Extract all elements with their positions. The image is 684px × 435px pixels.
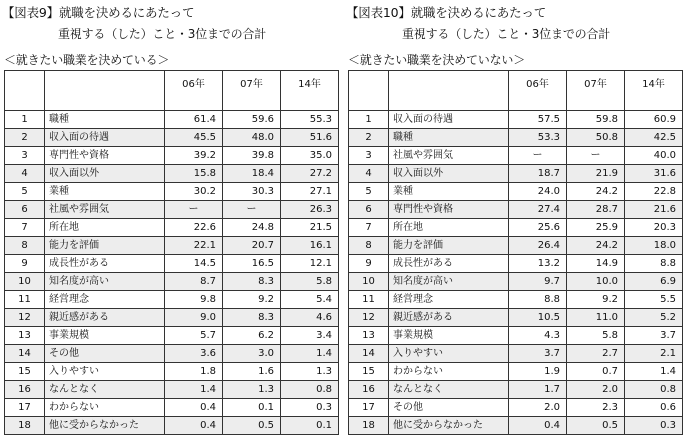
- table-row: [5, 237, 339, 255]
- item-cell: その他: [389, 399, 509, 417]
- rank-cell: 2: [5, 129, 45, 147]
- header-cell-blank: [45, 71, 165, 111]
- value-cell: 8.8: [509, 291, 567, 309]
- header-cell-blank: [349, 71, 389, 111]
- value-cell: 21.9: [567, 165, 625, 183]
- value-cell: 0.1: [281, 417, 339, 435]
- value-cell: 18.7: [509, 165, 567, 183]
- item-cell: 業種: [389, 183, 509, 201]
- value-cell: 24.0: [509, 183, 567, 201]
- item-cell: 事業規模: [45, 327, 165, 345]
- rank-cell: 2: [349, 129, 389, 147]
- table-row: [349, 291, 683, 309]
- value-cell: 3.4: [281, 327, 339, 345]
- rank-cell: 9: [5, 255, 45, 273]
- item-cell: なんとなく: [389, 381, 509, 399]
- rank-cell: 10: [5, 273, 45, 291]
- value-cell: 24.8: [223, 219, 281, 237]
- rank-cell: 10: [349, 273, 389, 291]
- header-cell-blank: [5, 71, 45, 111]
- value-cell: 22.1: [165, 237, 223, 255]
- value-cell: 31.6: [625, 165, 683, 183]
- table-row: [5, 255, 339, 273]
- value-cell: 9.2: [567, 291, 625, 309]
- value-cell: 48.0: [223, 129, 281, 147]
- value-cell: 9.8: [165, 291, 223, 309]
- value-cell: 2.3: [567, 399, 625, 417]
- value-cell: ー: [509, 147, 567, 165]
- value-cell: 40.0: [625, 147, 683, 165]
- item-cell: なんとなく: [45, 381, 165, 399]
- rank-cell: 18: [349, 417, 389, 435]
- rank-cell: 9: [349, 255, 389, 273]
- table-title-line2: 重視する（した）こと・3位までの合計: [58, 27, 267, 41]
- header-cell-blank: [389, 71, 509, 111]
- table-row: [5, 381, 339, 399]
- value-cell: 61.4: [165, 111, 223, 129]
- value-cell: ー: [567, 147, 625, 165]
- value-cell: 16.1: [281, 237, 339, 255]
- item-cell: 能力を評価: [389, 237, 509, 255]
- value-cell: 27.2: [281, 165, 339, 183]
- value-cell: 3.7: [625, 327, 683, 345]
- table-row: [349, 309, 683, 327]
- value-cell: 21.5: [281, 219, 339, 237]
- value-cell: 3.7: [509, 345, 567, 363]
- value-cell: 1.6: [223, 363, 281, 381]
- ranking-table-left: [4, 70, 339, 435]
- value-cell: 2.1: [625, 345, 683, 363]
- rank-cell: 6: [349, 201, 389, 219]
- value-cell: 5.4: [281, 291, 339, 309]
- value-cell: 0.1: [223, 399, 281, 417]
- table-row: [5, 399, 339, 417]
- value-cell: 8.7: [165, 273, 223, 291]
- value-cell: 27.1: [281, 183, 339, 201]
- item-cell: 能力を評価: [45, 237, 165, 255]
- rank-cell: 13: [5, 327, 45, 345]
- ranking-table-right: [348, 70, 683, 435]
- value-cell: 1.8: [165, 363, 223, 381]
- rank-cell: 5: [5, 183, 45, 201]
- table-row: [5, 363, 339, 381]
- item-cell: わからない: [389, 363, 509, 381]
- value-cell: 22.8: [625, 183, 683, 201]
- value-cell: 1.4: [281, 345, 339, 363]
- table-row: [5, 327, 339, 345]
- value-cell: 24.2: [567, 237, 625, 255]
- value-cell: 14.9: [567, 255, 625, 273]
- rank-cell: 1: [349, 111, 389, 129]
- value-cell: 8.3: [223, 273, 281, 291]
- value-cell: 20.7: [223, 237, 281, 255]
- table-row: [5, 111, 339, 129]
- header-cell-year: 07年: [223, 71, 281, 111]
- value-cell: 35.0: [281, 147, 339, 165]
- item-cell: 知名度が高い: [45, 273, 165, 291]
- table-row: [349, 327, 683, 345]
- value-cell: 30.3: [223, 183, 281, 201]
- rank-cell: 17: [349, 399, 389, 417]
- table-row: [349, 345, 683, 363]
- value-cell: 59.6: [223, 111, 281, 129]
- rank-cell: 11: [5, 291, 45, 309]
- value-cell: 13.2: [509, 255, 567, 273]
- value-cell: 6.2: [223, 327, 281, 345]
- value-cell: 16.5: [223, 255, 281, 273]
- value-cell: 2.7: [567, 345, 625, 363]
- item-cell: 職種: [389, 129, 509, 147]
- table-row: [349, 219, 683, 237]
- table-row: [349, 273, 683, 291]
- item-cell: わからない: [45, 399, 165, 417]
- table-body: [349, 111, 683, 435]
- table-row: [5, 183, 339, 201]
- value-cell: 2.0: [509, 399, 567, 417]
- rank-cell: 7: [349, 219, 389, 237]
- table-row: [349, 147, 683, 165]
- table-row: [349, 201, 683, 219]
- rank-cell: 4: [349, 165, 389, 183]
- item-cell: 成長性がある: [389, 255, 509, 273]
- table-body: [5, 111, 339, 435]
- value-cell: 50.8: [567, 129, 625, 147]
- value-cell: 12.1: [281, 255, 339, 273]
- table-row: [349, 399, 683, 417]
- rank-cell: 3: [5, 147, 45, 165]
- item-cell: 経営理念: [45, 291, 165, 309]
- value-cell: 14.5: [165, 255, 223, 273]
- header-row: [349, 71, 683, 111]
- value-cell: 24.2: [567, 183, 625, 201]
- value-cell: 0.4: [509, 417, 567, 435]
- value-cell: 1.9: [509, 363, 567, 381]
- item-cell: 収入面以外: [389, 165, 509, 183]
- item-cell: 専門性や資格: [389, 201, 509, 219]
- value-cell: 4.6: [281, 309, 339, 327]
- value-cell: 26.3: [281, 201, 339, 219]
- value-cell: 4.3: [509, 327, 567, 345]
- value-cell: 0.4: [165, 417, 223, 435]
- header-row: [5, 71, 339, 111]
- value-cell: 26.4: [509, 237, 567, 255]
- value-cell: 9.0: [165, 309, 223, 327]
- value-cell: 1.3: [223, 381, 281, 399]
- rank-cell: 3: [349, 147, 389, 165]
- table-row: [5, 147, 339, 165]
- value-cell: 5.8: [281, 273, 339, 291]
- value-cell: 5.2: [625, 309, 683, 327]
- value-cell: 8.8: [625, 255, 683, 273]
- table-row: [349, 237, 683, 255]
- item-cell: 収入面以外: [45, 165, 165, 183]
- table-row: [349, 417, 683, 435]
- table-row: [5, 417, 339, 435]
- value-cell: 59.8: [567, 111, 625, 129]
- rank-cell: 6: [5, 201, 45, 219]
- item-cell: 業種: [45, 183, 165, 201]
- item-cell: 経営理念: [389, 291, 509, 309]
- value-cell: 1.4: [165, 381, 223, 399]
- item-cell: 収入面の待遇: [45, 129, 165, 147]
- value-cell: 57.5: [509, 111, 567, 129]
- rank-cell: 14: [5, 345, 45, 363]
- table-row: [5, 309, 339, 327]
- value-cell: 18.4: [223, 165, 281, 183]
- table-row: [5, 129, 339, 147]
- rank-cell: 17: [5, 399, 45, 417]
- rank-cell: 12: [5, 309, 45, 327]
- rank-cell: 12: [349, 309, 389, 327]
- item-cell: 知名度が高い: [389, 273, 509, 291]
- rank-cell: 16: [349, 381, 389, 399]
- value-cell: 1.3: [281, 363, 339, 381]
- value-cell: 28.7: [567, 201, 625, 219]
- item-cell: 入りやすい: [389, 345, 509, 363]
- item-cell: 職種: [45, 111, 165, 129]
- value-cell: 0.4: [165, 399, 223, 417]
- value-cell: 6.9: [625, 273, 683, 291]
- value-cell: 0.5: [567, 417, 625, 435]
- value-cell: ー: [165, 201, 223, 219]
- table-row: [349, 165, 683, 183]
- value-cell: 15.8: [165, 165, 223, 183]
- value-cell: 8.3: [223, 309, 281, 327]
- table-row: [5, 291, 339, 309]
- item-cell: 入りやすい: [45, 363, 165, 381]
- value-cell: 3.0: [223, 345, 281, 363]
- item-cell: その他: [45, 345, 165, 363]
- item-cell: 所在地: [389, 219, 509, 237]
- value-cell: 22.6: [165, 219, 223, 237]
- rank-cell: 7: [5, 219, 45, 237]
- rank-cell: 8: [349, 237, 389, 255]
- item-cell: 他に受からなかった: [389, 417, 509, 435]
- value-cell: 1.4: [625, 363, 683, 381]
- value-cell: 0.3: [625, 417, 683, 435]
- table-title-line2: 重視する（した）こと・3位までの合計: [402, 27, 611, 41]
- value-cell: 0.3: [281, 399, 339, 417]
- rank-cell: 8: [5, 237, 45, 255]
- value-cell: 30.2: [165, 183, 223, 201]
- value-cell: ー: [223, 201, 281, 219]
- header-cell-year: 06年: [165, 71, 223, 111]
- value-cell: 9.2: [223, 291, 281, 309]
- item-cell: 事業規模: [389, 327, 509, 345]
- rank-cell: 18: [5, 417, 45, 435]
- item-cell: 親近感がある: [45, 309, 165, 327]
- table-title: 【図表9】就職を決めるにあたって: [2, 5, 195, 20]
- header-cell-year: 14年: [625, 71, 683, 111]
- value-cell: 25.9: [567, 219, 625, 237]
- table-row: [349, 111, 683, 129]
- value-cell: 60.9: [625, 111, 683, 129]
- value-cell: 20.3: [625, 219, 683, 237]
- table-row: [5, 201, 339, 219]
- table-title: 【図表10】就職を決めるにあたって: [346, 5, 547, 20]
- value-cell: 11.0: [567, 309, 625, 327]
- table-row: [349, 183, 683, 201]
- table-row: [5, 345, 339, 363]
- rank-cell: 1: [5, 111, 45, 129]
- value-cell: 0.6: [625, 399, 683, 417]
- item-cell: 親近感がある: [389, 309, 509, 327]
- item-cell: 専門性や資格: [45, 147, 165, 165]
- rank-cell: 4: [5, 165, 45, 183]
- value-cell: 39.2: [165, 147, 223, 165]
- value-cell: 2.0: [567, 381, 625, 399]
- value-cell: 21.6: [625, 201, 683, 219]
- table-row: [349, 129, 683, 147]
- value-cell: 39.8: [223, 147, 281, 165]
- value-cell: 10.5: [509, 309, 567, 327]
- rank-cell: 15: [5, 363, 45, 381]
- table-row: [349, 363, 683, 381]
- header-cell-year: 06年: [509, 71, 567, 111]
- value-cell: 18.0: [625, 237, 683, 255]
- value-cell: 0.8: [625, 381, 683, 399]
- value-cell: 3.6: [165, 345, 223, 363]
- rank-cell: 16: [5, 381, 45, 399]
- value-cell: 53.3: [509, 129, 567, 147]
- value-cell: 10.0: [567, 273, 625, 291]
- table-row: [5, 165, 339, 183]
- value-cell: 9.7: [509, 273, 567, 291]
- value-cell: 5.5: [625, 291, 683, 309]
- table-row: [5, 273, 339, 291]
- item-cell: 社風や雰囲気: [45, 201, 165, 219]
- value-cell: 0.7: [567, 363, 625, 381]
- value-cell: 5.8: [567, 327, 625, 345]
- value-cell: 1.7: [509, 381, 567, 399]
- value-cell: 51.6: [281, 129, 339, 147]
- value-cell: 45.5: [165, 129, 223, 147]
- value-cell: 5.7: [165, 327, 223, 345]
- table-row: [349, 381, 683, 399]
- rank-cell: 11: [349, 291, 389, 309]
- value-cell: 0.5: [223, 417, 281, 435]
- rank-cell: 13: [349, 327, 389, 345]
- header-cell-year: 14年: [281, 71, 339, 111]
- value-cell: 27.4: [509, 201, 567, 219]
- value-cell: 55.3: [281, 111, 339, 129]
- item-cell: 他に受からなかった: [45, 417, 165, 435]
- rank-cell: 15: [349, 363, 389, 381]
- table-row: [349, 255, 683, 273]
- item-cell: 所在地: [45, 219, 165, 237]
- value-cell: 0.8: [281, 381, 339, 399]
- value-cell: 25.6: [509, 219, 567, 237]
- rank-cell: 5: [349, 183, 389, 201]
- rank-cell: 14: [349, 345, 389, 363]
- value-cell: 42.5: [625, 129, 683, 147]
- item-cell: 社風や雰囲気: [389, 147, 509, 165]
- header-cell-year: 07年: [567, 71, 625, 111]
- item-cell: 収入面の待遇: [389, 111, 509, 129]
- table-subtitle: ＜就きたい職業を決めている＞: [4, 53, 170, 67]
- table-subtitle: ＜就きたい職業を決めていない＞: [348, 53, 526, 67]
- item-cell: 成長性がある: [45, 255, 165, 273]
- table-row: [5, 219, 339, 237]
